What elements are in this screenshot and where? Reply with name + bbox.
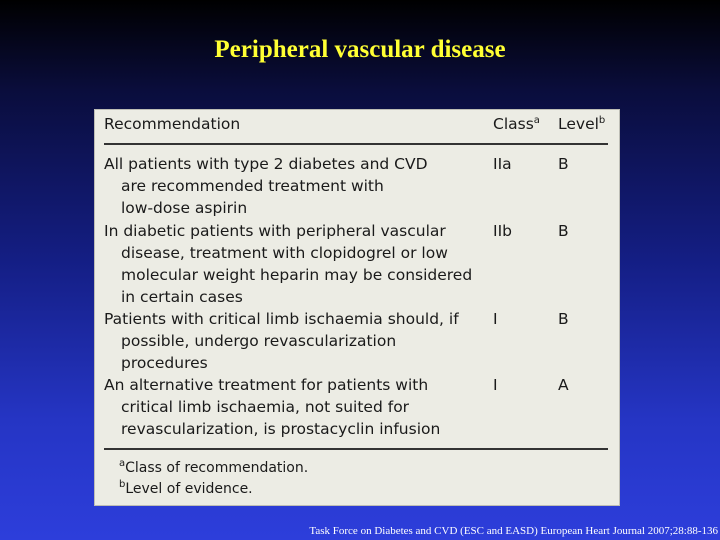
- table-row-level: A: [558, 376, 569, 394]
- footnote-level: [119, 479, 253, 499]
- table-row-level: B: [558, 222, 569, 240]
- recommendation-line: Patients with critical limb ischaemia should, if: [104, 310, 459, 328]
- recommendation-line: critical limb ischaemia, not suited for: [121, 398, 410, 416]
- table-row-level: B: [558, 310, 569, 328]
- recommendation-line: revascularization, is prostacyclin infusion: [121, 420, 441, 438]
- recommendations-table: [94, 109, 620, 506]
- header-rule: [104, 143, 608, 145]
- table-row-class: IIb: [493, 222, 512, 240]
- recommendation-line: low-dose aspirin: [121, 199, 248, 217]
- recommendation-line: are recommended treatment with: [121, 177, 384, 195]
- footnote-mark: a: [119, 458, 126, 469]
- bottom-rule: [104, 448, 608, 450]
- citation-footer: Task Force on Diabetes and CVD (ESC and EASD) European Heart Journal 2007;28:88-136: [309, 525, 718, 537]
- recommendation-line: molecular weight heparin may be considered: [121, 266, 473, 284]
- recommendation-line: disease, treatment with clopidogrel or low: [121, 244, 448, 262]
- recommendation-line: procedures: [121, 354, 208, 372]
- recommendation-line: possible, undergo revascularization: [121, 332, 397, 350]
- header-class-label: Class: [493, 115, 534, 133]
- footnote-mark: b: [119, 479, 126, 490]
- header-class: [493, 115, 540, 133]
- header-class-footnote-mark: a: [533, 115, 540, 126]
- table-row-recommendation: [104, 308, 480, 374]
- table-row-level: B: [558, 155, 569, 173]
- header-level-label: Level: [558, 115, 599, 133]
- header-recommendation: Recommendation: [104, 115, 241, 133]
- table-row-class: IIa: [493, 155, 512, 173]
- table-row-recommendation: [104, 153, 480, 219]
- slide-title: Peripheral vascular disease: [214, 36, 506, 63]
- recommendation-line: in certain cases: [121, 288, 243, 306]
- header-level-footnote-mark: b: [598, 115, 606, 126]
- table-row-class: I: [493, 310, 498, 328]
- recommendation-line: An alternative treatment for patients with: [104, 376, 429, 394]
- table-row-recommendation: [104, 374, 480, 440]
- recommendation-line: All patients with type 2 diabetes and CVD: [104, 155, 428, 173]
- table-row-recommendation: [104, 220, 480, 308]
- footnote-text: Level of evidence.: [125, 481, 253, 497]
- table-row-class: I: [493, 376, 498, 394]
- header-level: [558, 115, 605, 133]
- footnote-class: [119, 458, 308, 478]
- footnote-text: Class of recommendation.: [125, 460, 309, 476]
- recommendation-line: In diabetic patients with peripheral vascular: [104, 222, 446, 240]
